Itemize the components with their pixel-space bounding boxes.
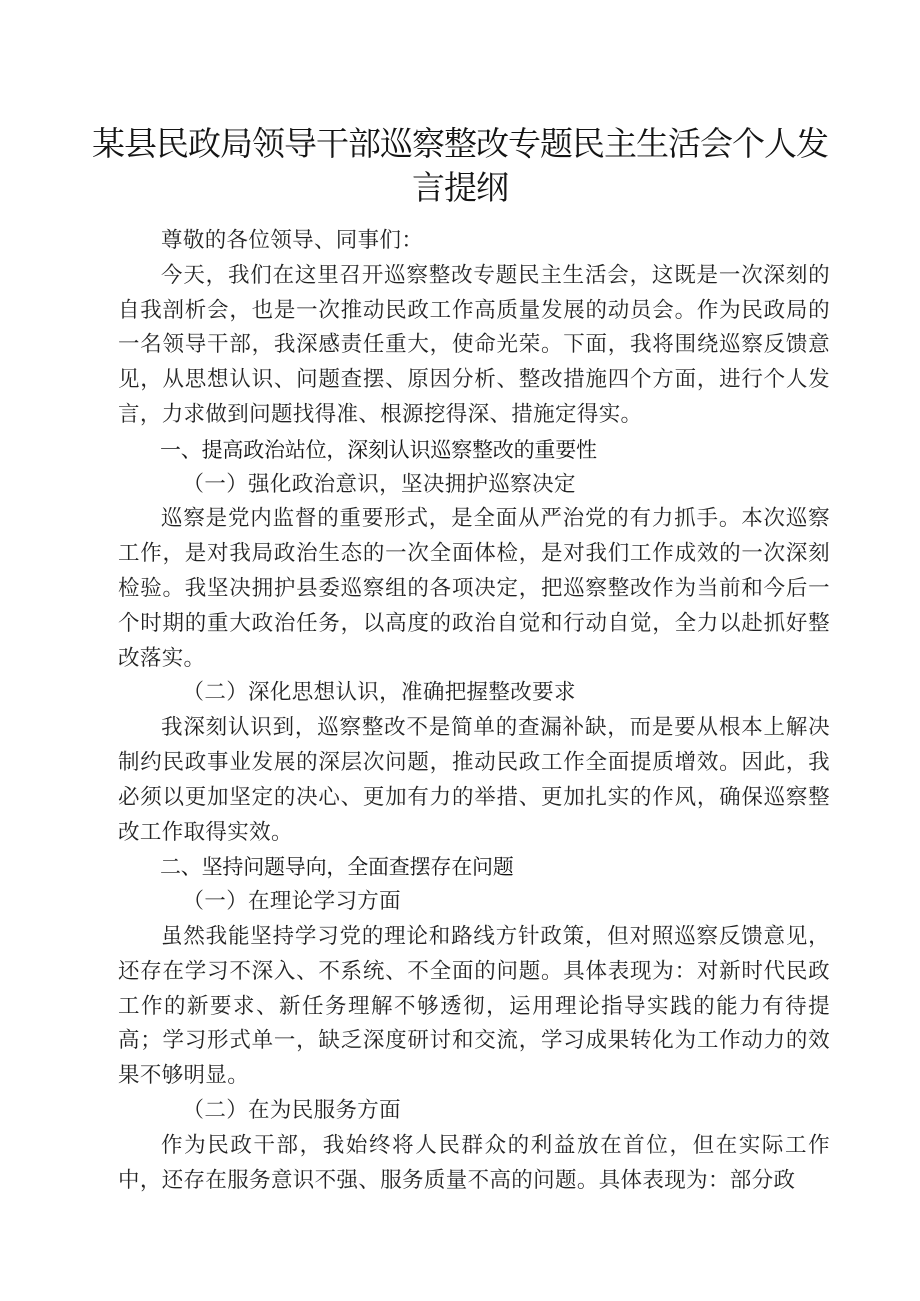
- section-1-subheading-2: （二）深化思想认识，准确把握整改要求: [182, 680, 576, 706]
- section-2-paragraph-2: 作为民政干部，我始终将人民群众的利益放在首位，但在实际工作中，还存在服务意识不强、服务质量不高的问题。具体表现为：部分政: [118, 1132, 830, 1193]
- section-1-subheading-1: （一）强化政治意识，坚决拥护巡察决定: [182, 471, 576, 497]
- section-2-subheading-2: （二）在为民服务方面: [182, 1097, 402, 1123]
- section-2-paragraph-1: 虽然我能坚持学习党的理论和路线方针政策，但对照巡察反馈意见，还存在学习不深入、不系统、不全面的问题。具体表现为：对新时代民政工作的新要求、新任务理解不够透彻，运用理论指导实践的能力有待提高；学习形式单一，缺乏深度研讨和交流，学习成果转化为工作动力的效果不够明显。: [118, 923, 830, 1089]
- section-1-paragraph-2: 我深刻认识到，巡察整改不是简单的查漏补缺，而是要从根本上解决制约民政事业发展的深层次问题，推动民政工作全面提质增效。因此，我必须以更加坚定的决心、更加有力的举措、更加扎实的作风，确保巡察整改工作取得实效。: [118, 715, 830, 845]
- intro-paragraph: 今天，我们在这里召开巡察整改专题民主生活会，这既是一次深刻的自我剖析会，也是一次推动民政工作高质量发展的动员会。作为民政局的一名领导干部，我深感责任重大，使命光荣。下面，我将围绕巡察反馈意见，从思想认识、问题查摆、原因分析、整改措施四个方面，进行个人发言，力求做到问题找得准、根源挖得深、措施定得实。: [118, 262, 830, 427]
- section-2-heading: 二、坚持问题导向，全面查摆存在问题: [160, 855, 514, 880]
- section-1-paragraph-1: 巡察是党内监督的重要形式，是全面从严治党的有力抓手。本次巡察工作，是对我局政治生态的一次全面体检，是对我们工作成效的一次深刻检验。我坚决拥护县委巡察组的各项决定，把巡察整改作为当前和今后一个时期的重大政治任务，以高度的政治自觉和行动自觉，全力以赴抓好整改落实。: [118, 506, 830, 671]
- document-title: 某县民政局领导干部巡察整改专题民主生活会个人发言提纲: [92, 124, 828, 207]
- section-1-heading: 一、提高政治站位，深刻认识巡察整改的重要性: [160, 437, 597, 462]
- document-body: [118, 224, 830, 1198]
- section-2-subheading-1: （一）在理论学习方面: [182, 889, 402, 915]
- salutation: 尊敬的各位领导、同事们：: [161, 228, 424, 253]
